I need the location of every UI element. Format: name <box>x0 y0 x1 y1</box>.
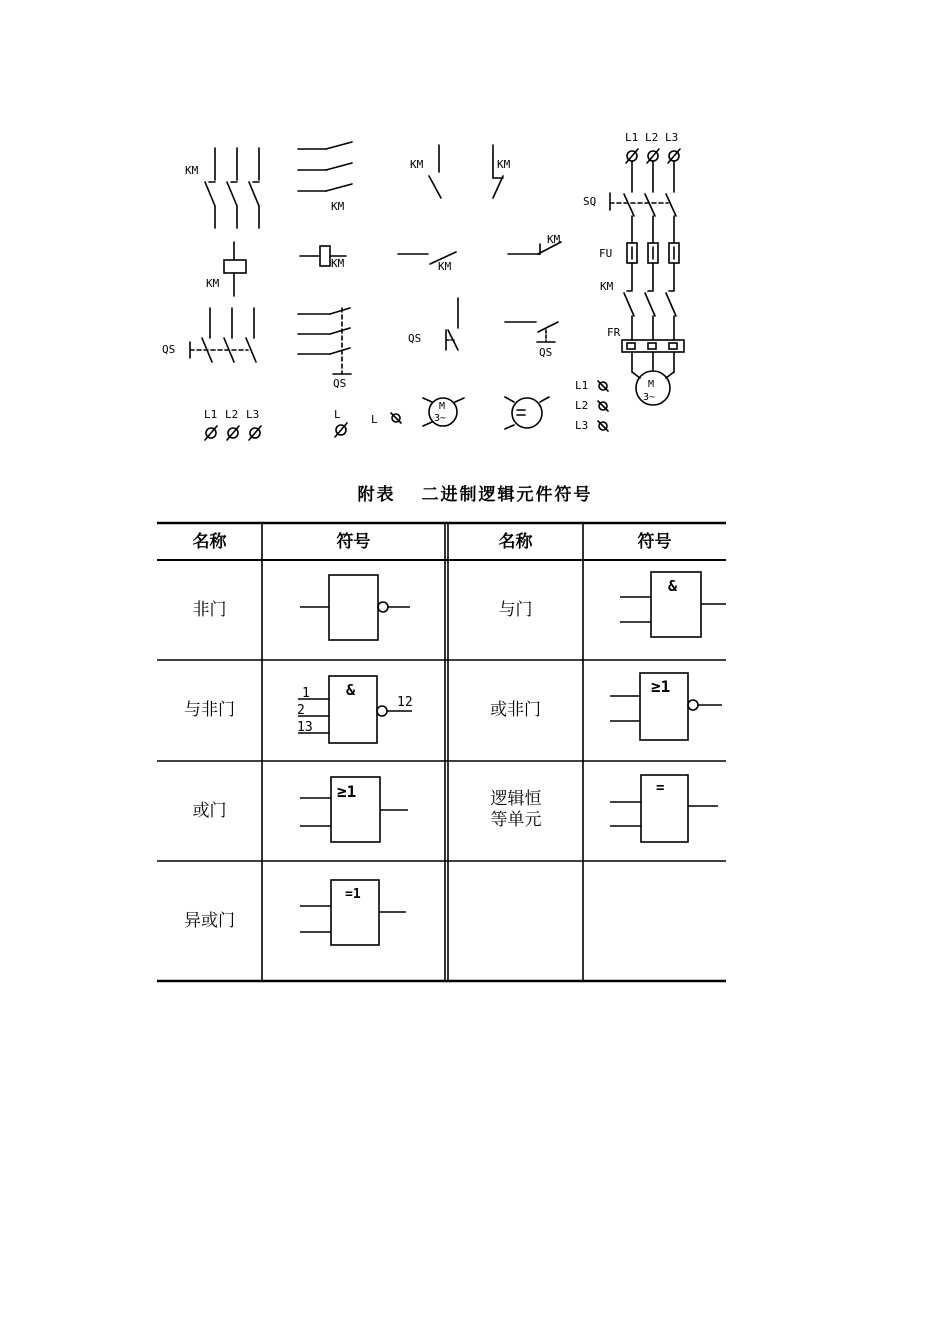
qs-label: QS <box>333 377 347 390</box>
qs-label: QS <box>408 332 422 345</box>
or-symbol-label: ≥1 <box>651 677 671 696</box>
l3-label: L3 <box>246 408 260 421</box>
km-label: KM <box>331 200 345 213</box>
l2-label: L2 <box>645 131 659 144</box>
table-cell-name: 异或门 <box>184 910 235 931</box>
header-symbol: 符号 <box>637 532 672 552</box>
table-cell-name: 与门 <box>498 599 533 620</box>
l-label: L <box>334 408 341 421</box>
motor-phase-label: 3~ <box>643 392 656 403</box>
km-label: KM <box>331 257 345 270</box>
sq-label: SQ <box>583 195 597 208</box>
pin-12-label: 12 <box>397 695 413 710</box>
km-label: KM <box>438 260 452 273</box>
table-cell-name: 非门 <box>192 599 227 620</box>
table-title-text: 二进制逻辑元件符号 <box>421 485 593 505</box>
motor-phase-label: 3~ <box>434 413 447 424</box>
or-symbol-label: ≥1 <box>337 782 357 801</box>
pin-13-label: 13 <box>297 720 313 735</box>
qs-label: QS <box>162 343 176 356</box>
l3-label: L3 <box>575 419 589 432</box>
l1-label: L1 <box>575 379 589 392</box>
l2-label: L2 <box>575 399 589 412</box>
l2-label: L2 <box>225 408 239 421</box>
fu-label: FU <box>599 247 613 260</box>
qs-label: QS <box>539 346 553 359</box>
l1-label: L1 <box>204 408 218 421</box>
pin-1-label: 1 <box>302 686 310 701</box>
table-cell-name: 或非门 <box>490 700 541 720</box>
table-cell-name: 或门 <box>192 800 227 821</box>
xor-symbol-label: =1 <box>345 887 361 902</box>
km-label: KM <box>410 158 424 171</box>
header-symbol: 符号 <box>336 532 371 552</box>
km-label: KM <box>600 280 614 293</box>
table-title-prefix: 附表 <box>357 485 396 505</box>
l1-label: L1 <box>625 131 639 144</box>
km-label: KM <box>206 277 220 290</box>
and-symbol-label: & <box>346 681 356 699</box>
km-label: KM <box>547 233 561 246</box>
l-label: L <box>371 413 378 426</box>
and-symbol-label: & <box>668 577 678 595</box>
header-name: 名称 <box>498 532 533 552</box>
not-gate-symbol <box>300 575 410 640</box>
identity-symbol-label: = <box>656 780 665 796</box>
header-name: 名称 <box>192 532 227 552</box>
km-label: KM <box>497 158 511 171</box>
fr-label: FR <box>607 326 621 339</box>
table-cell-name: 与非门 <box>184 700 235 720</box>
km-label: KM <box>185 164 199 177</box>
motor-m-label: M <box>648 379 655 390</box>
motor-m-label: M <box>439 401 446 412</box>
table-cell-name <box>448 861 583 981</box>
table-cell-name: 逻辑恒等单元 <box>490 789 542 830</box>
pin-2-label: 2 <box>297 703 305 718</box>
l3-label: L3 <box>665 131 679 144</box>
